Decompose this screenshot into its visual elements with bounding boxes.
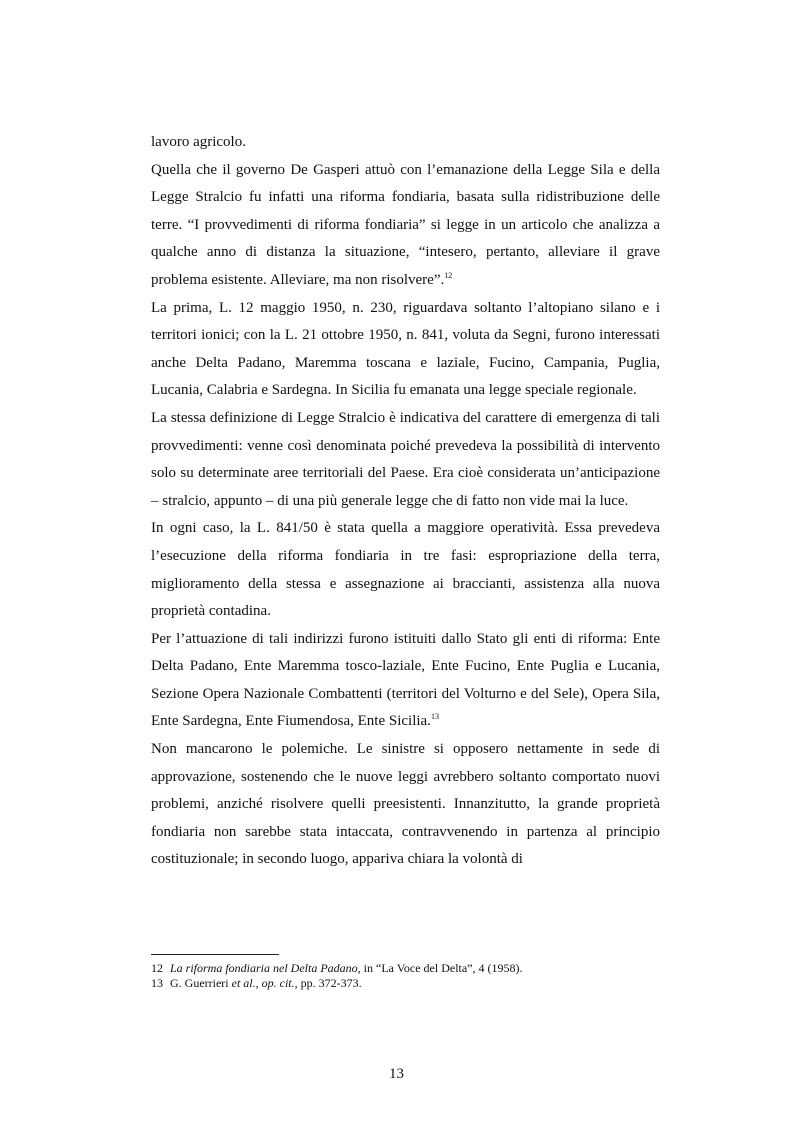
paragraph: Quella che il governo De Gasperi attuò con l’emanazione della Legge Sila e della Legge Stralcio fu infatti una riforma fondiaria, basata sulla ridistribuzione delle terre. “I provvedimenti di riforma fondiaria” si legge in un articolo che analizza a qualche anno di distanza la situazione, “intesero, pertanto, alleviare il grave problema esistente. Alleviare, ma non risolvere”.$^{12}$: [151, 161, 660, 288]
paragraph: In ogni caso, la L. 841/50 è stata quella a maggiore operatività. Essa prevedeva l’esecuzione della riforma fondiaria in tre fasi: espropriazione della terra, miglioramento della stessa e assegnazione ai braccianti, assistenza alla nuova proprietà contadina.: [151, 520, 660, 620]
paragraph: Non mancarono le polemiche. Le sinistre si opposero nettamente in sede di approvazione, sostenendo che le nuove leggi avrebbero soltanto comportato nuovi problemi, anziché risolvere quelli preesistenti. Innanzitutto, la grande proprietà fondiaria non sarebbe stata intaccata, contravvenendo in partenza al principio costituzionale; in secondo luogo, appariva chiara la volontà di: [151, 741, 660, 868]
footnote-reference[interactable]: 13: [430, 712, 439, 722]
footnote-number: 12: [151, 961, 163, 975]
footnote-title: La riforma fondiaria nel Delta Padano: [170, 961, 358, 975]
footnote-reference[interactable]: 12: [444, 270, 453, 280]
footnote-separator: [151, 954, 279, 955]
footnote-number: 13: [151, 976, 163, 990]
paragraph: lavoro agricolo.: [151, 134, 246, 150]
page-number: 13: [389, 1066, 404, 1082]
paragraph: La prima, L. 12 maggio 1950, n. 230, riguardava soltanto l’altopiano silano e i territori ionici; con la L. 21 ottobre 1950, n. 841, voluta da Segni, furono interessati anche Delta Padano, Maremma toscana e laziale, Fucino, Campania, Puglia, Lucania, Calabria e Sardegna. In Sicilia fu emanata una legge speciale regionale.: [151, 299, 660, 399]
footnote: 12 La riforma fondiaria nel Delta Padano, in “La Voce del Delta”, 4 (1958).: [151, 961, 523, 975]
paragraph: La stessa definizione di Legge Stralcio è indicativa del carattere di emergenza di tali provvedimenti: venne così denominata poiché prevedeva la possibilità di intervento solo su determinate aree territoriali del Paese. Era cioè considerata un’anticipazione – stralcio, appunto – di una più generale legge che di fatto non vide mai la luce.: [151, 409, 660, 509]
footnote: 13 G. Guerrieri et al., op. cit., pp. 372-373.: [151, 976, 362, 990]
body-text: [151, 129, 660, 874]
footnotes: [151, 961, 660, 991]
paragraph: Per l’attuazione di tali indirizzi furono istituiti dallo Stato gli enti di riforma: Ente Delta Padano, Ente Maremma tosco-laziale, Ente Fucino, Ente Puglia e Lucania, Sezione Opera Nazionale Combattenti (territori del Volturno e del Sele), Opera Sila, Ente Sardegna, Ente Fiumendosa, Ente Sicilia.$^{13}$: [151, 630, 660, 730]
